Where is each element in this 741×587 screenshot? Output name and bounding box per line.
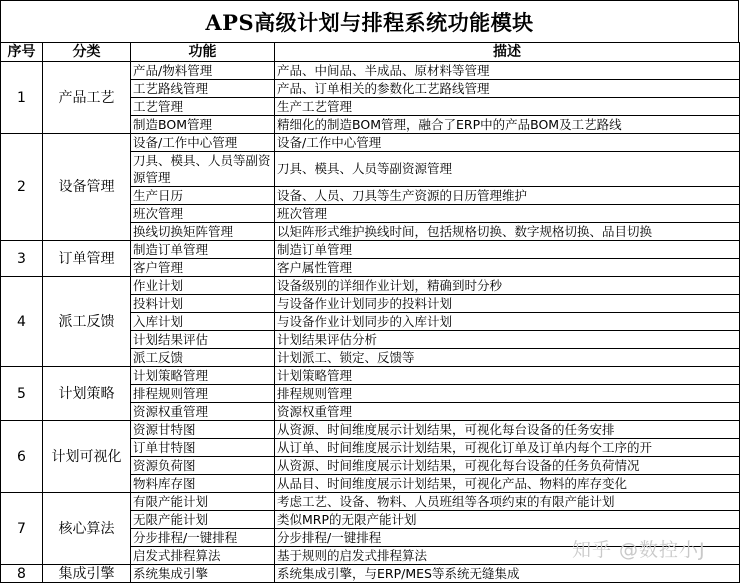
table-row [1, 367, 740, 385]
cell-no: 8 [1, 565, 43, 583]
cell-category: 集成引擎 [43, 565, 131, 583]
cell-description: 类似MRP的无限产能计划 [275, 511, 740, 529]
cell-function: 物料库存图 [131, 475, 275, 493]
cell-description: 资源权重管理 [275, 403, 740, 421]
cell-category: 计划可视化 [43, 421, 131, 493]
cell-function: 产品/物料管理 [131, 62, 275, 80]
table-title: APS高级计划与排程系统功能模块 [0, 0, 739, 43]
cell-function: 设备/工作中心管理 [131, 134, 275, 152]
cell-description: 设备、人员、刀具等生产资源的日历管理维护 [275, 187, 740, 205]
cell-function: 资源甘特图 [131, 421, 275, 439]
cell-description: 刀具、模具、人员等副资源管理 [275, 152, 740, 187]
cell-description: 从订单、时间维度展示计划结果，可视化订单及订单内每个工序的开 [275, 439, 740, 457]
cell-description: 生产工艺管理 [275, 98, 740, 116]
cell-description: 班次管理 [275, 205, 740, 223]
cell-description: 计划派工、锁定、反馈等 [275, 349, 740, 367]
cell-description: 设备级别的详细作业计划，精确到时分秒 [275, 277, 740, 295]
cell-function: 订单甘特图 [131, 439, 275, 457]
cell-function: 派工反馈 [131, 349, 275, 367]
cell-description: 从资源、时间维度展示计划结果，可视化每台设备的任务负荷情况 [275, 457, 740, 475]
table-row [1, 277, 740, 295]
cell-category: 产品工艺 [43, 62, 131, 134]
cell-description: 产品、订单相关的参数化工艺路线管理 [275, 80, 740, 98]
cell-function: 工艺管理 [131, 98, 275, 116]
header-row [1, 43, 740, 62]
cell-function: 刀具、模具、人员等副资源管理 [131, 152, 275, 187]
cell-function: 作业计划 [131, 277, 275, 295]
cell-description: 考虑工艺、设备、物料、人员班组等各项约束的有限产能计划 [275, 493, 740, 511]
cell-function: 入库计划 [131, 313, 275, 331]
table-row [1, 493, 740, 511]
header-category: 分类 [43, 43, 131, 62]
cell-description: 以矩阵形式维护换线时间，包括规格切换、数字规格切换、品目切换 [275, 223, 740, 241]
cell-description: 计划策略管理 [275, 367, 740, 385]
cell-description: 制造订单管理 [275, 241, 740, 259]
cell-description: 客户属性管理 [275, 259, 740, 277]
cell-category: 派工反馈 [43, 277, 131, 367]
cell-function: 资源权重管理 [131, 403, 275, 421]
cell-function: 客户管理 [131, 259, 275, 277]
cell-function: 制造BOM管理 [131, 116, 275, 134]
cell-no: 2 [1, 134, 43, 241]
function-module-table [0, 42, 740, 583]
table-row [1, 134, 740, 152]
cell-description: 与设备作业计划同步的入库计划 [275, 313, 740, 331]
cell-description: 排程规则管理 [275, 385, 740, 403]
cell-function: 分步排程/一键排程 [131, 529, 275, 547]
header-function: 功能 [131, 43, 275, 62]
cell-description: 系统集成引擎，与ERP/MES等系统无缝集成 [275, 565, 740, 583]
cell-function: 班次管理 [131, 205, 275, 223]
cell-function: 无限产能计划 [131, 511, 275, 529]
cell-no: 7 [1, 493, 43, 565]
cell-description: 从资源、时间维度展示计划结果，可视化每台设备的任务安排 [275, 421, 740, 439]
table-body [1, 62, 740, 583]
table-row [1, 421, 740, 439]
cell-category: 设备管理 [43, 134, 131, 241]
cell-category: 订单管理 [43, 241, 131, 277]
cell-description: 产品、中间品、半成品、原材料等管理 [275, 62, 740, 80]
cell-no: 6 [1, 421, 43, 493]
cell-no: 3 [1, 241, 43, 277]
header-no: 序号 [1, 43, 43, 62]
cell-no: 4 [1, 277, 43, 367]
cell-function: 有限产能计划 [131, 493, 275, 511]
cell-function: 排程规则管理 [131, 385, 275, 403]
cell-no: 1 [1, 62, 43, 134]
cell-function: 启发式排程算法 [131, 547, 275, 565]
cell-function: 投料计划 [131, 295, 275, 313]
cell-function: 换线切换矩阵管理 [131, 223, 275, 241]
cell-function: 制造订单管理 [131, 241, 275, 259]
header-description: 描述 [275, 43, 740, 62]
cell-description: 计划结果评估分析 [275, 331, 740, 349]
table-row [1, 565, 740, 583]
cell-function: 系统集成引擎 [131, 565, 275, 583]
cell-description: 从品目、时间维度展示计划结果，可视化产品、物料的库存变化 [275, 475, 740, 493]
cell-function: 工艺路线管理 [131, 80, 275, 98]
table-row [1, 241, 740, 259]
cell-description: 精细化的制造BOM管理，融合了ERP中的产品BOM及工艺路线 [275, 116, 740, 134]
cell-function: 计划结果评估 [131, 331, 275, 349]
cell-description: 与设备作业计划同步的投料计划 [275, 295, 740, 313]
cell-description: 基于规则的启发式排程算法 [275, 547, 740, 565]
cell-description: 设备/工作中心管理 [275, 134, 740, 152]
cell-description: 分步排程/一键排程 [275, 529, 740, 547]
watermark: 知乎 @数控小J [572, 539, 706, 561]
cell-function: 生产日历 [131, 187, 275, 205]
cell-no: 5 [1, 367, 43, 421]
cell-category: 核心算法 [43, 493, 131, 565]
cell-function: 资源负荷图 [131, 457, 275, 475]
table-row [1, 62, 740, 80]
cell-category: 计划策略 [43, 367, 131, 421]
cell-function: 计划策略管理 [131, 367, 275, 385]
